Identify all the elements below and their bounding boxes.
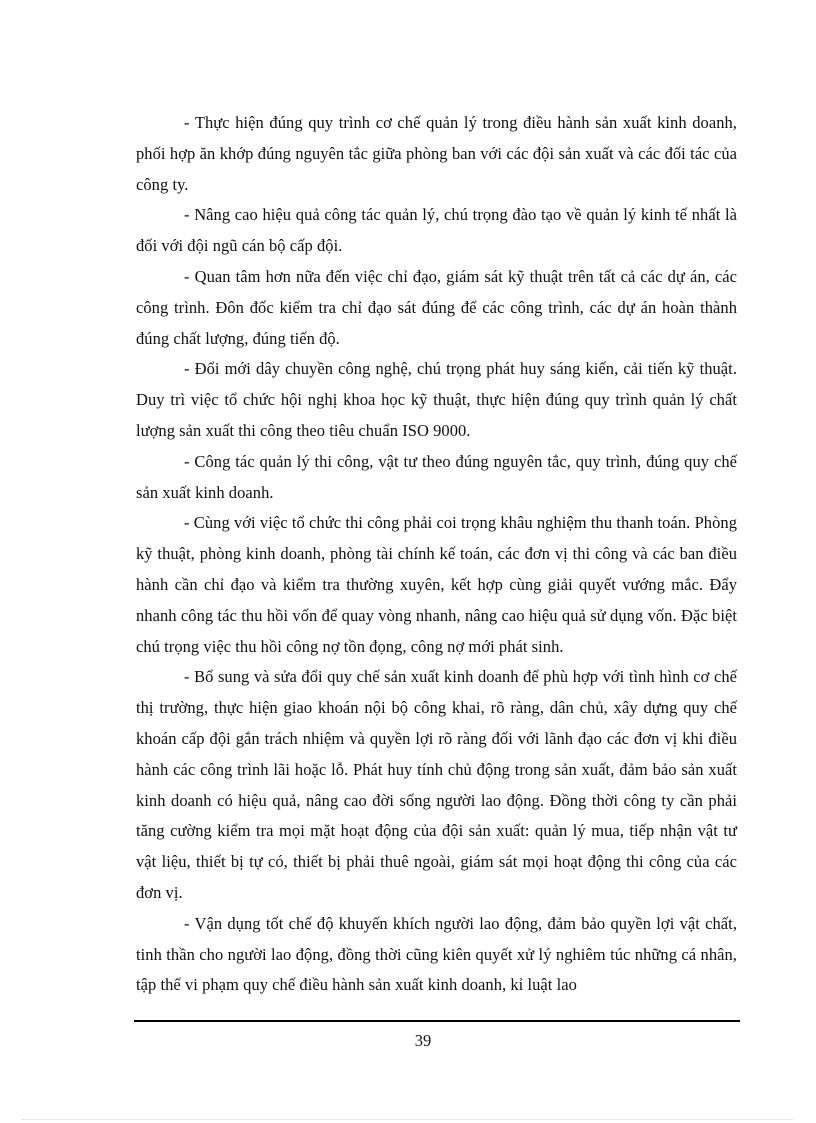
paragraph-technology-innovation: - Đổi mới dây chuyền công nghệ, chú trọng phát huy sáng kiến, cải tiến kỹ thuật. Duy trì việc tổ chức hội nghị khoa học kỹ thuật, thực hiện đúng quy trình quản lý chất lượng sản xuất thi công theo tiêu chuẩn ISO 9000. (136, 359, 737, 440)
paragraph-incentives: - Vận dụng tốt chế độ khuyến khích người lao động, đảm bảo quyền lợi vật chất, tinh thần cho người lao động, đồng thời cũng kiên quyết xử lý nghiêm túc những cá nhân, tập thể vi phạm quy chế điều hành sản xuất kinh doanh, kỉ luật lao (136, 913, 737, 995)
page-body (136, 108, 737, 1001)
page-bottom-border (22, 1119, 794, 1120)
paragraph-technical-supervision: - Quan tâm hơn nữa đến việc chỉ đạo, giám sát kỹ thuật trên tất cả các dự án, các công trình. Đôn đốc kiểm tra chỉ đạo sát đúng để các công trình, các dự án hoàn thành đúng chất lượng, đúng tiến độ. (136, 266, 737, 348)
paragraph-regulation-revision: - Bổ sung và sửa đổi quy chế sản xuất kinh doanh để phù hợp với tình hình cơ chế thị trường, thực hiện giao khoán nội bộ công khai, rõ ràng, dân chủ, xây dựng quy chế khoán cấp đội gắn trách nhiệm và quyền lợi rõ ràng đối với lãnh đạo các đơn vị khi điều hành các công trình lãi hoặc lỗ. Phát huy tính chủ động trong sản xuất, đảm bảo sản xuất kinh doanh có hiệu quả, nâng cao đời sống người lao động. Đồng thời công ty cần phải tăng cường kiểm tra mọi mặt hoạt động của đội sản xuất: quản lý mua, tiếp nhận vật tư vật liệu, thiết bị tự có, thiết bị phải thuê ngoài, giám sát mọi hoạt động thi công của các đơn vị. (136, 667, 737, 902)
page-number: 39 (414, 1031, 432, 1050)
paragraph-construction-management: - Công tác quản lý thi công, vật tư theo đúng nguyên tắc, quy trình, đúng quy chế sản xuất kinh doanh. (136, 451, 737, 502)
paragraph-management-efficiency: - Nâng cao hiệu quả công tác quản lý, chú trọng đào tạo về quản lý kinh tế nhất là đối với đội ngũ cán bộ cấp đội. (136, 205, 737, 256)
footer-divider (134, 1020, 740, 1022)
paragraph-acceptance-payment: - Cùng với việc tổ chức thi công phải coi trọng khâu nghiệm thu thanh toán. Phòng kỹ thuật, phòng kinh doanh, phòng tài chính kế toán, các đơn vị thi công và các ban điều hành cần chỉ đạo và kiểm tra thường xuyên, kết hợp cùng giải quyết vướng mắc. Đẩy nhanh công tác thu hồi vốn để quay vòng nhanh, nâng cao hiệu quả sử dụng vốn. Đặc biệt chú trọng việc thu hồi công nợ tồn đọng, công nợ mới phát sinh. (136, 513, 737, 656)
paragraph-process: - Thực hiện đúng quy trình cơ chế quản lý trong điều hành sản xuất kinh doanh, phối hợp ăn khớp đúng nguyên tắc giữa phòng ban với các đội sản xuất và các đối tác của công ty. (136, 113, 737, 194)
